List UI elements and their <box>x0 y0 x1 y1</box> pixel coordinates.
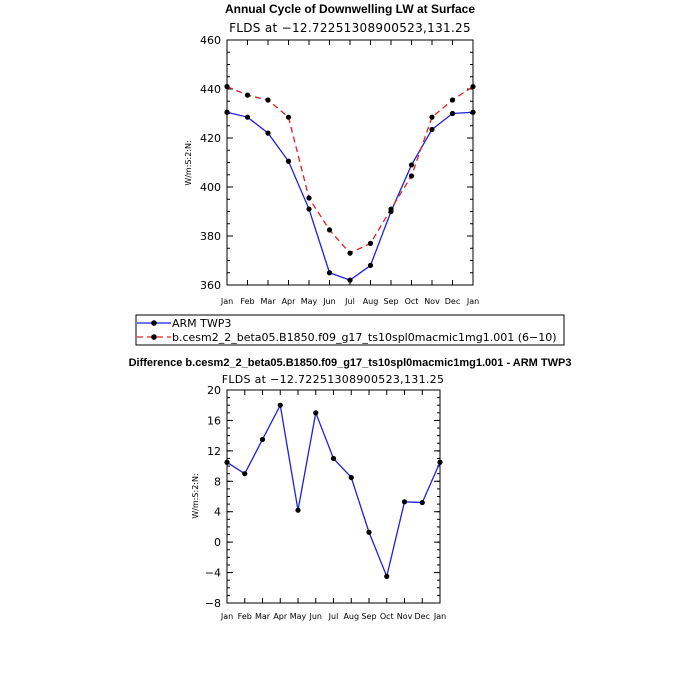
data-point-s2 <box>388 206 393 211</box>
y-tick-label: 460 <box>200 34 221 47</box>
y-tick-label: 440 <box>200 83 221 96</box>
y-tick-label: 360 <box>200 279 221 292</box>
chart-subtitle-bottom: FLDS at −12.72251308900523,131.25 <box>221 373 445 386</box>
y-tick-label: 420 <box>200 132 221 145</box>
y-tick-label: 12 <box>207 444 221 458</box>
chart-title-bottom: Difference b.cesm2_2_beta05.B1850.f09_g17_ts10spl0macmic1mg1.001 - ARM TWP3 <box>128 357 572 369</box>
data-point-s1 <box>420 500 425 505</box>
data-point-s2 <box>306 195 311 200</box>
data-point-s1 <box>409 162 414 167</box>
data-point-s1 <box>470 110 475 115</box>
data-point-s1 <box>265 131 270 136</box>
data-point-s1 <box>327 270 332 275</box>
data-point-s1 <box>429 127 434 132</box>
y-tick-label: 0 <box>214 536 221 550</box>
legend-marker-model <box>151 334 157 340</box>
data-point-s1 <box>224 110 229 115</box>
y-tick-label: 400 <box>200 181 221 194</box>
chart-subtitle-top: FLDS at −12.72251308900523,131.25 <box>229 21 471 35</box>
y-axis-label-bottom: W/m:S:2:N: <box>191 473 200 519</box>
y-tick-label: 20 <box>207 384 221 397</box>
x-tick-label: Jan <box>220 612 234 621</box>
data-point-s2 <box>327 227 332 232</box>
data-point-s1 <box>437 460 442 465</box>
x-tick-label: May <box>289 612 307 621</box>
legend-label-arm: ARM TWP3 <box>172 317 232 330</box>
x-tick-label: Jan <box>220 297 234 306</box>
x-tick-label: Oct <box>404 297 419 306</box>
x-tick-label: Nov <box>396 612 413 621</box>
y-tick-label: 8 <box>214 475 221 489</box>
x-tick-label: Jun <box>323 297 336 306</box>
legend-label-model: b.cesm2_2_beta05.B1850.f09_g17_ts10spl0macmic1mg1.001 (6−10) <box>172 331 557 344</box>
y-tick-label: −4 <box>204 566 221 580</box>
x-tick-label: Dec <box>414 612 430 621</box>
x-tick-label: Sep <box>383 297 399 306</box>
data-point-s1 <box>286 159 291 164</box>
series-line-1 <box>227 405 440 576</box>
data-point-s1 <box>402 499 407 504</box>
data-point-s1 <box>366 530 371 535</box>
y-tick-label: 4 <box>214 505 221 519</box>
plot-area-top <box>200 34 479 306</box>
data-point-s1 <box>384 574 389 579</box>
data-point-s2 <box>347 251 352 256</box>
x-tick-label: May <box>300 297 318 306</box>
x-tick-label: Aug <box>362 297 379 306</box>
x-tick-label: Apr <box>273 612 288 621</box>
y-axis-label-top: W/m:S:2:N: <box>184 140 193 186</box>
x-tick-label: Dec <box>444 297 461 306</box>
x-tick-label: Feb <box>240 297 255 306</box>
x-tick-label: Jun <box>309 612 322 621</box>
data-point-s2 <box>429 115 434 120</box>
series-line-2 <box>227 87 473 254</box>
data-point-s1 <box>278 403 283 408</box>
x-tick-label: Oct <box>379 612 394 621</box>
data-point-s1 <box>245 115 250 120</box>
plot-frame <box>227 390 440 603</box>
data-point-s1 <box>224 460 229 465</box>
y-tick-label: 380 <box>200 230 221 243</box>
x-tick-label: Apr <box>281 297 296 306</box>
data-point-s1 <box>331 456 336 461</box>
data-point-s2 <box>265 97 270 102</box>
data-point-s1 <box>306 206 311 211</box>
x-tick-label: Jul <box>328 612 339 621</box>
x-tick-label: Mar <box>254 612 271 621</box>
data-point-s1 <box>260 437 265 442</box>
data-point-s2 <box>286 115 291 120</box>
data-point-s2 <box>368 241 373 246</box>
y-tick-label: −8 <box>204 597 221 610</box>
x-tick-label: Aug <box>343 612 360 621</box>
x-tick-label: Sep <box>361 612 377 621</box>
x-tick-label: Jul <box>345 297 355 306</box>
legend-marker-arm <box>151 320 157 326</box>
data-point-s2 <box>224 84 229 89</box>
x-tick-label: Mar <box>260 297 276 306</box>
x-tick-label: Feb <box>237 612 252 621</box>
data-point-s1 <box>347 278 352 283</box>
x-tick-label: Jan <box>466 297 480 306</box>
data-point-s2 <box>409 173 414 178</box>
data-point-s1 <box>450 111 455 116</box>
legend <box>136 315 564 345</box>
data-point-s1 <box>295 508 300 513</box>
data-point-s2 <box>245 93 250 98</box>
data-point-s2 <box>450 97 455 102</box>
x-tick-label: Jan <box>433 612 447 621</box>
chart-title-top: Annual Cycle of Downwelling LW at Surface <box>224 2 476 16</box>
plot-frame <box>227 40 473 285</box>
data-point-s1 <box>242 471 247 476</box>
data-point-s1 <box>313 410 318 415</box>
data-point-s1 <box>349 475 354 480</box>
data-point-s1 <box>368 263 373 268</box>
data-point-s2 <box>470 84 475 89</box>
plot-area-bottom <box>205 384 446 621</box>
y-tick-label: 16 <box>207 414 221 428</box>
x-tick-label: Nov <box>424 297 440 306</box>
